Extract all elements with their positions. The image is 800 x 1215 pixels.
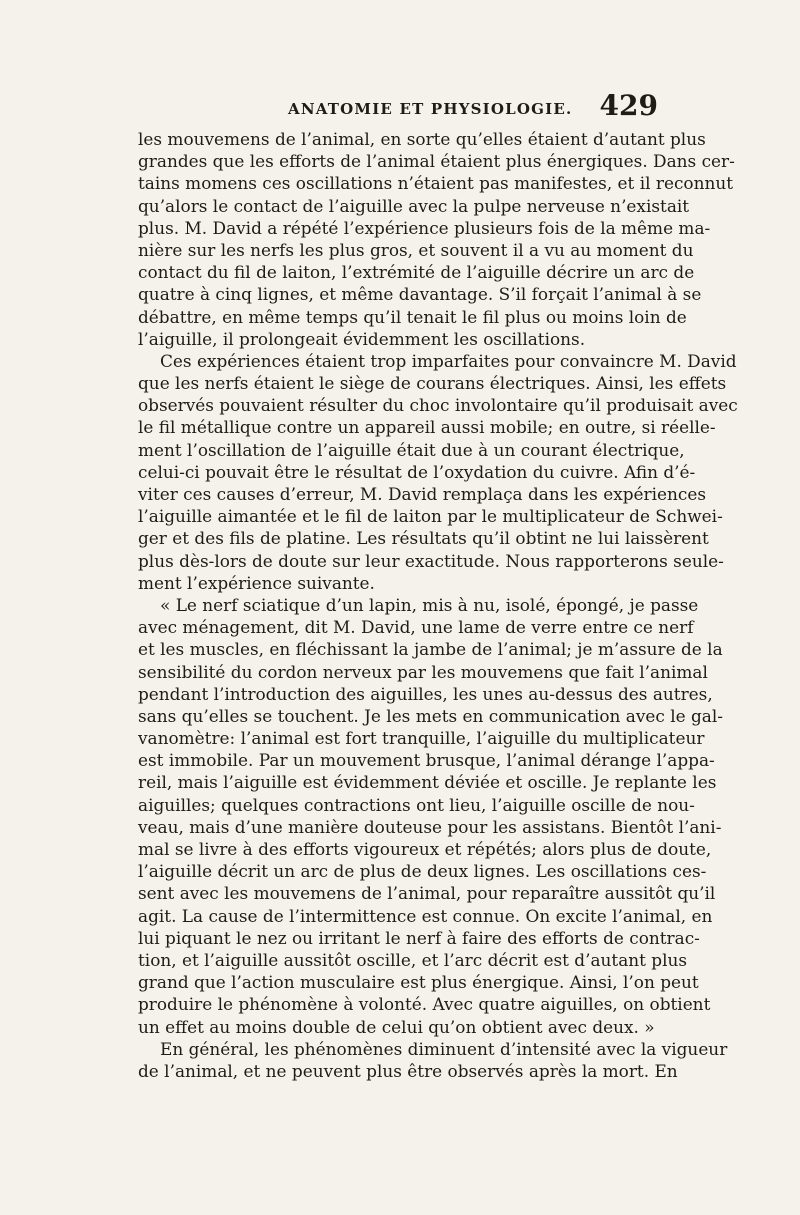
- text-line: nière sur les nerfs les plus gros, et souvent il a vu au moment du: [138, 239, 694, 260]
- text-line: sent avec les mouvemens de l’animal, pour reparaître aussitôt qu’il: [138, 883, 716, 904]
- text-line: l’aiguille aimantée et le fil de laiton par le multiplicateur de Schwei-: [138, 506, 723, 527]
- page-header: [138, 89, 658, 126]
- text-line: reil, mais l’aiguille est évidemment déviée et oscille. Je replante les: [138, 772, 717, 793]
- text-line: tion, et l’aiguille aussitôt oscille, et l’arc décrit est d’autant plus: [138, 949, 688, 970]
- text-line: l’aiguille décrit un arc de plus de deux lignes. Les oscillations ces-: [138, 861, 707, 882]
- text-line: vanomètre: l’animal est fort tranquille, l’aiguille du multiplicateur: [138, 728, 705, 749]
- text-line: l’aiguille, il prolongeait évidemment les oscillations.: [138, 328, 586, 349]
- text-line: avec ménagement, dit M. David, une lame de verre entre ce nerf: [138, 617, 694, 638]
- text-line: « Le nerf sciatique d’un lapin, mis à nu, isolé, épongé, je passe: [160, 594, 699, 615]
- text-line: sensibilité du cordon nerveux par les mouvemens que fait l’animal: [138, 661, 708, 682]
- text-line: un effet au moins double de celui qu’on obtient avec deux. »: [138, 1016, 655, 1037]
- text-line: ment l’oscillation de l’aiguille était due à un courant électrique,: [138, 439, 685, 460]
- text-line: les mouvemens de l’animal, en sorte qu’elles étaient d’autant plus: [138, 129, 706, 149]
- text-line: pendant l’introduction des aiguilles, les unes au-dessus des autres,: [138, 683, 713, 704]
- text-line: plus. M. David a répété l’expérience plusieurs fois de la même ma-: [138, 217, 711, 238]
- text-line: En général, les phénomènes diminuent d’intensité avec la vigueur: [160, 1038, 728, 1059]
- text-line: qu’alors le contact de l’aiguille avec la pulpe nerveuse n’existait: [138, 195, 690, 216]
- text-line: Ces expériences étaient trop imparfaites pour convaincre M. David: [160, 350, 737, 371]
- text-line: de l’animal, et ne peuvent plus être observés après la mort. En: [138, 1060, 678, 1081]
- text-line: débattre, en même temps qu’il tenait le fil plus ou moins loin de: [138, 306, 687, 327]
- text-line: grandes que les efforts de l’animal étaient plus énergiques. Dans cer-: [138, 151, 735, 172]
- text-line: aiguilles; quelques contractions ont lieu, l’aiguille oscille de nou-: [138, 794, 695, 815]
- text-line: plus dès-lors de doute sur leur exactitude. Nous rapporterons seule-: [138, 550, 724, 571]
- text-line: contact du fil de laiton, l’extrémité de l’aiguille décrire un arc de: [138, 262, 695, 283]
- text-line: veau, mais d’une manière douteuse pour les assistans. Bientôt l’ani-: [138, 816, 722, 837]
- text-line: tains momens ces oscillations n’étaient pas manifestes, et il reconnut: [138, 173, 733, 194]
- text-line: lui piquant le nez ou irritant le nerf à faire des efforts de contrac-: [138, 927, 700, 948]
- page-number: 429: [599, 89, 658, 122]
- text-line: sans qu’elles se touchent. Je les mets en communication avec le gal-: [138, 705, 723, 726]
- text-line: observés pouvaient résulter du choc involontaire qu’il produisait avec: [138, 395, 738, 416]
- text-line: quatre à cinq lignes, et même davantage. S’il forçait l’animal à se: [138, 284, 702, 305]
- text-line: produire le phénomène à volonté. Avec quatre aiguilles, on obtient: [138, 994, 711, 1015]
- text-line: que les nerfs étaient le siège de courans électriques. Ainsi, les effets: [138, 373, 727, 394]
- text-line: et les muscles, en fléchissant la jambe de l’animal; je m’assure de la: [138, 639, 723, 660]
- text-line: agit. La cause de l’intermittence est connue. On excite l’animal, en: [138, 905, 713, 926]
- text-line: ment l’expérience suivante.: [138, 572, 375, 593]
- text-line: est immobile. Par un mouvement brusque, l’animal dérange l’appa-: [138, 750, 715, 771]
- text-line: ger et des fils de platine. Les résultats qu’il obtint ne lui laissèrent: [138, 528, 709, 549]
- running-head: ANATOMIE ET PHYSIOLOGIE.: [288, 100, 573, 118]
- text-line: celui-ci pouvait être le résultat de l’oxydation du cuivre. Afin d’é-: [138, 461, 696, 482]
- text-line: le fil métallique contre un appareil aussi mobile; en outre, si réelle-: [138, 417, 716, 438]
- body-text: [138, 128, 738, 1082]
- text-line: grand que l’action musculaire est plus énergique. Ainsi, l’on peut: [138, 972, 699, 993]
- text-line: viter ces causes d’erreur, M. David remplaça dans les expériences: [138, 484, 707, 504]
- text-line: mal se livre à des efforts vigoureux et répétés; alors plus de doute,: [138, 839, 712, 859]
